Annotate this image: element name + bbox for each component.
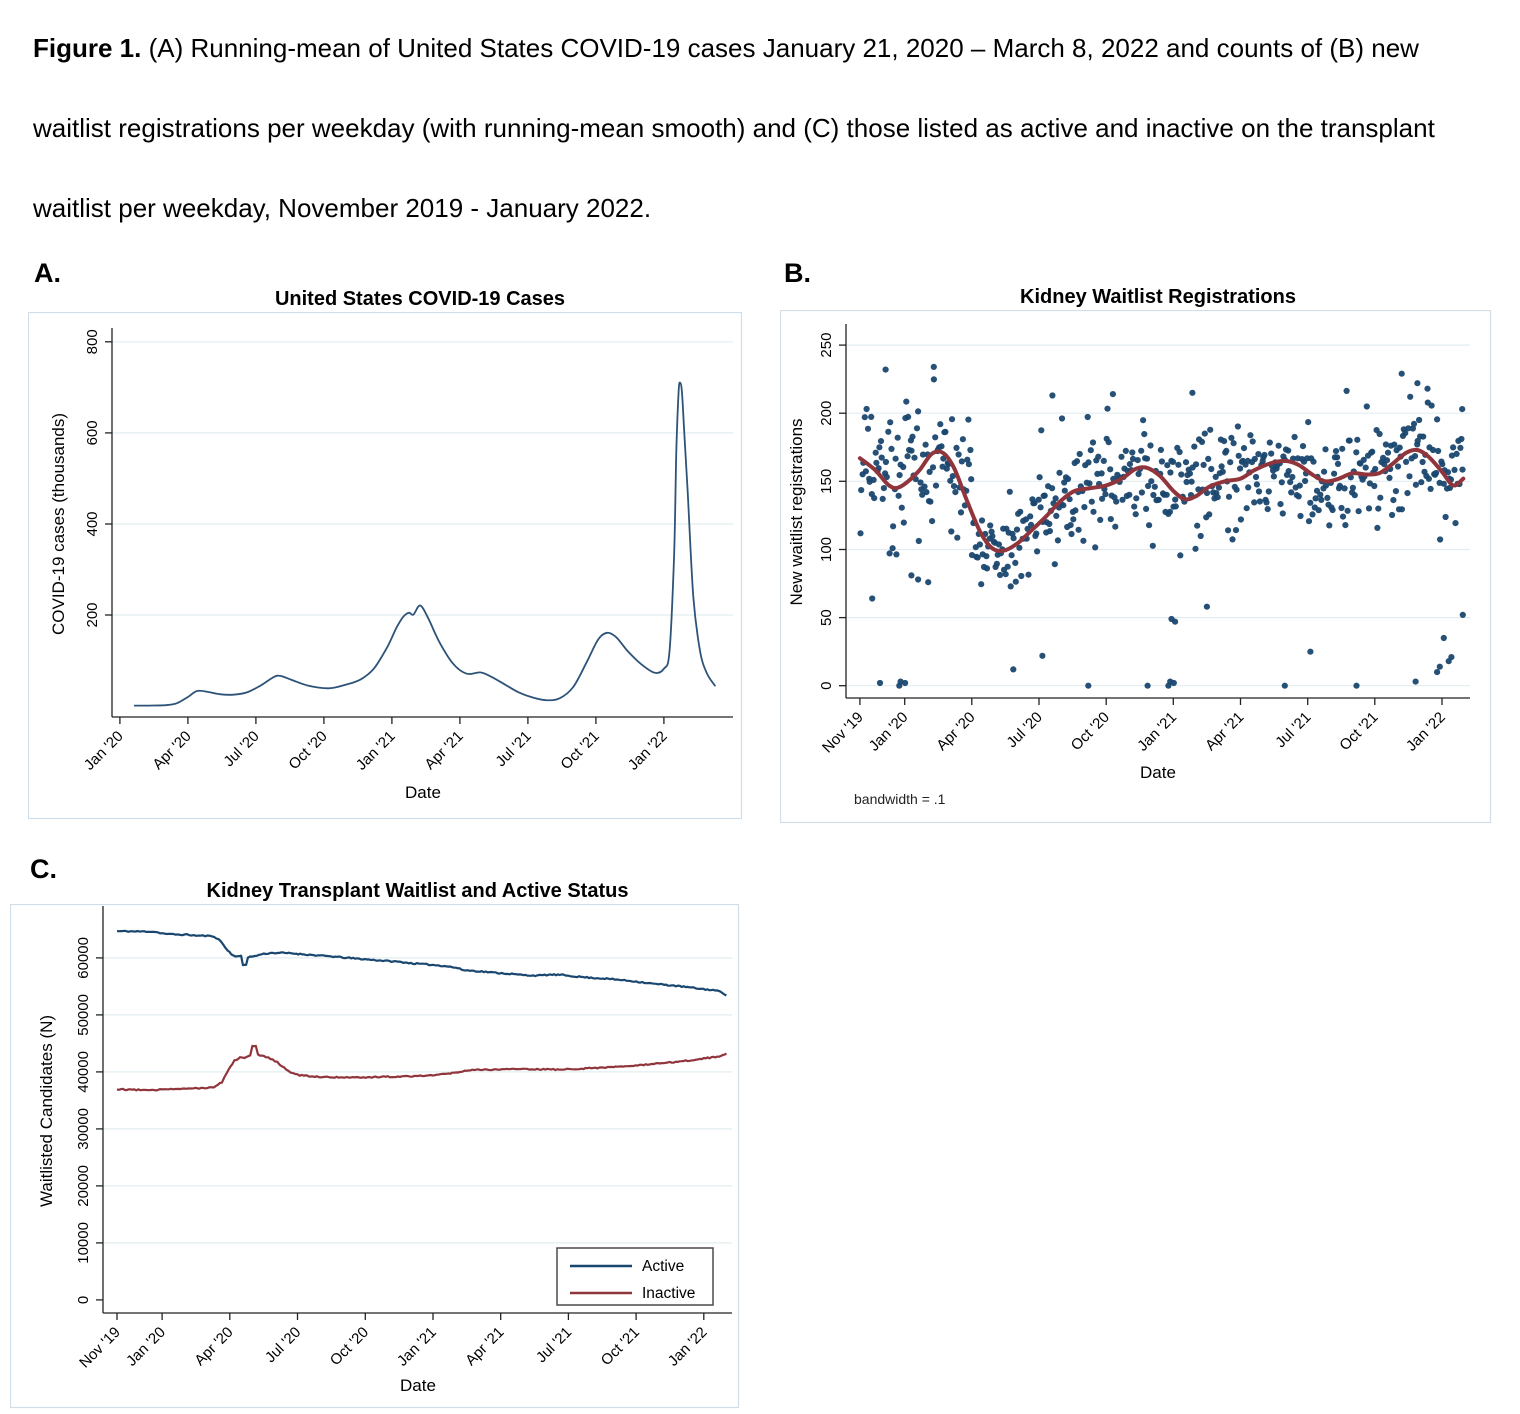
panel-c — [10, 846, 740, 1414]
svg-text:Waitlisted Candidates (N): Waitlisted Candidates (N) — [37, 1014, 56, 1208]
panel-c-label: C. — [30, 854, 57, 884]
svg-text:Apr '20: Apr '20 — [933, 708, 979, 755]
svg-text:200: 200 — [84, 602, 101, 628]
panel-c-title: Kidney Transplant Waitlist and Active Status — [206, 880, 629, 902]
svg-text:Nov '19: Nov '19 — [76, 1323, 124, 1372]
svg-text:150: 150 — [818, 468, 835, 494]
svg-text:Jan '20: Jan '20 — [123, 1323, 169, 1370]
svg-text:Oct '21: Oct '21 — [1336, 708, 1382, 755]
svg-text:Jan '20: Jan '20 — [80, 727, 127, 774]
svg-text:800: 800 — [84, 329, 101, 355]
svg-text:Jan '22: Jan '22 — [1402, 708, 1449, 755]
svg-text:40000: 40000 — [75, 1051, 92, 1093]
svg-text:Oct '21: Oct '21 — [597, 1323, 643, 1370]
svg-text:Nov '19: Nov '19 — [819, 708, 867, 757]
svg-text:50: 50 — [818, 609, 835, 626]
panel-a-title: United States COVID-19 Cases — [274, 288, 566, 310]
svg-text:Jul '20: Jul '20 — [261, 1323, 305, 1367]
svg-text:100: 100 — [818, 536, 835, 563]
svg-text:New waitlist registrations: New waitlist registrations — [787, 418, 806, 606]
svg-text:Date: Date — [400, 1376, 436, 1395]
svg-text:Jan '22: Jan '22 — [624, 727, 671, 774]
svg-text:50000: 50000 — [75, 994, 92, 1036]
svg-text:Jul '21: Jul '21 — [532, 1323, 576, 1367]
svg-text:Oct '20: Oct '20 — [1067, 708, 1114, 755]
svg-text:Date: Date — [1140, 763, 1176, 782]
svg-text:Jan '20: Jan '20 — [865, 708, 912, 755]
svg-text:Jul '21: Jul '21 — [492, 727, 535, 771]
svg-text:Apr '21: Apr '21 — [1202, 708, 1248, 755]
waitlist-registrations-chart — [780, 310, 1515, 840]
svg-text:200: 200 — [818, 400, 835, 426]
panel-a-label: A. — [34, 258, 61, 288]
svg-text:Oct '20: Oct '20 — [326, 1323, 373, 1370]
svg-text:10000: 10000 — [75, 1222, 92, 1264]
svg-text:Active: Active — [642, 1258, 685, 1275]
svg-text:Jan '22: Jan '22 — [664, 1323, 711, 1370]
svg-text:Jan '21: Jan '21 — [352, 727, 399, 774]
svg-text:Oct '21: Oct '21 — [557, 727, 603, 774]
svg-text:600: 600 — [84, 420, 101, 446]
svg-text:0: 0 — [75, 1295, 92, 1305]
panel-b-label: B. — [784, 258, 811, 288]
svg-text:Date: Date — [405, 783, 441, 802]
svg-text:Oct '20: Oct '20 — [285, 727, 331, 774]
figure-caption — [33, 8, 1495, 248]
covid-cases-chart — [28, 312, 743, 857]
svg-text:400: 400 — [84, 511, 101, 537]
panel-b — [780, 256, 1515, 856]
svg-text:Apr '21: Apr '21 — [462, 1323, 508, 1370]
svg-text:Apr '21: Apr '21 — [421, 727, 467, 774]
panel-a — [28, 258, 743, 858]
svg-text:30000: 30000 — [75, 1108, 92, 1150]
svg-text:Jan '21: Jan '21 — [393, 1323, 440, 1370]
svg-text:Jan '21: Jan '21 — [1134, 708, 1181, 755]
panel-b-title: Kidney Waitlist Registrations — [1020, 286, 1296, 308]
svg-text:bandwidth = .1: bandwidth = .1 — [854, 791, 946, 807]
svg-text:20000: 20000 — [75, 1165, 92, 1207]
svg-text:Jul '21: Jul '21 — [1272, 708, 1315, 752]
svg-text:COVID-19 cases (thousands): COVID-19 cases (thousands) — [49, 412, 68, 636]
svg-text:250: 250 — [818, 332, 835, 358]
figure-caption-text: (A) Running-mean of United States COVID-19 cases January 21, 2020 – March 8, 2022 and counts of (B) new waitlist registrations per weekday (with running-mean smooth) and (C) those listed as active and inactive on the transplant waitlist per weekday, November 2019 - January 2022. — [33, 33, 1435, 223]
svg-text:Apr '20: Apr '20 — [191, 1323, 237, 1370]
svg-text:60000: 60000 — [75, 937, 92, 979]
svg-text:Apr '20: Apr '20 — [149, 727, 195, 774]
svg-text:Inactive: Inactive — [642, 1285, 696, 1302]
svg-text:0: 0 — [818, 681, 835, 690]
svg-text:Jul '20: Jul '20 — [220, 727, 263, 771]
svg-text:Jul '20: Jul '20 — [1003, 708, 1046, 752]
figure-caption-label: Figure 1. — [33, 33, 142, 63]
waitlist-status-chart — [10, 904, 740, 1412]
